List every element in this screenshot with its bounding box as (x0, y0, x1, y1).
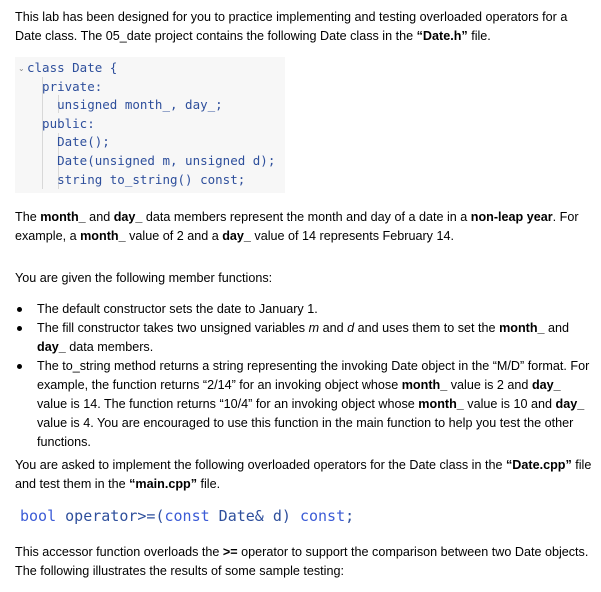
code-line: class Date { (27, 60, 118, 75)
members-paragraph: The month_ and day_ data members represent the month and day of a date in a non-leap year. For example, a month_ value of 2 and a day_ value of 14 represents February 14. (15, 210, 579, 243)
collapse-chevron-icon[interactable]: ⌄ (18, 64, 25, 73)
bullet-icon (17, 326, 22, 331)
code-block (15, 57, 285, 193)
intro-text-end: file. (467, 29, 491, 43)
member-function-list (15, 300, 593, 452)
intro-filename: “Date.h” (416, 29, 468, 43)
bullet-icon (17, 307, 22, 312)
code-line: private: (27, 78, 103, 94)
given-heading: You are given the following member functions: (15, 271, 273, 285)
accessor-paragraph: This accessor function overloads the >= operator to support the comparison between two Date objects. The following illustrates the results of some sample testing: (15, 545, 589, 578)
bullet-icon (17, 364, 22, 369)
intro-paragraph (15, 8, 593, 46)
code-line: unsigned month_, day_; (27, 97, 223, 113)
operator-signature: bool operator>=(const Date& d) const; (20, 507, 355, 525)
code-line: string to_string() const; (27, 171, 246, 187)
list-item: The default constructor sets the date to January 1. (15, 300, 593, 319)
code-line: Date(unsigned m, unsigned d); (27, 153, 276, 168)
list-item: The fill constructor takes two unsigned variables m and d and uses them to set the month_ and day_ data members. (15, 319, 593, 357)
list-item: The to_string method returns a string representing the invoking Date object in the “M/D” format. For example, the function returns “2/14” for an invoking object whose month_ value is 2 and day_ value is 14. The function returns “10/4” for an invoking object whose month_ value is 10 and day_ value is 4. You are encouraged to use this function in the main function to help you test the other functions. (15, 357, 593, 452)
code-line: Date(); (27, 134, 110, 150)
code-line: public: (27, 115, 95, 131)
intro-text: This lab has been designed for you to practice implementing and testing overloaded operators for a Date class. The 05_date project contains the following Date class in the (15, 10, 568, 43)
asked-paragraph: You are asked to implement the following overloaded operators for the Date class in the “Date.cpp” file and test them in the “main.cpp” file. (15, 458, 592, 491)
